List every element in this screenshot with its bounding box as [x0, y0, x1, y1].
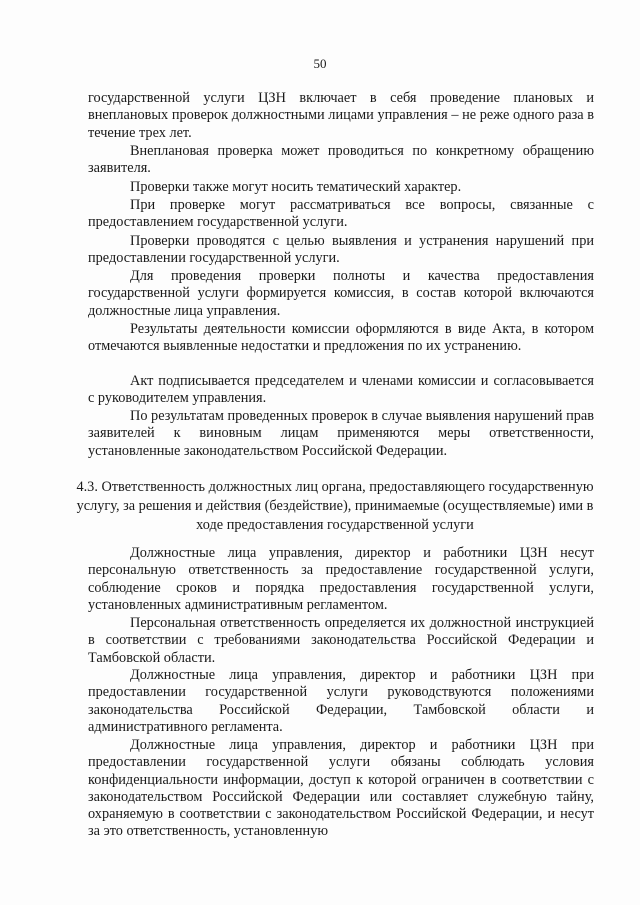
paragraph-commission-formation: Для проведения проверки полноты и качества предоставления государственной услуги формируется комиссия, в состав которой включаются должностные лица управления.: [88, 268, 594, 319]
paragraph-liability-measures: По результатам проведенных проверок в случае выявления нарушений прав заявителей к виновным лицам применяются меры ответственности, установленные законодательством Российской Федерации.: [88, 408, 594, 459]
paragraph-legislation-guidance: Должностные лица управления, директор и работники ЦЗН при предоставлении государственной услуги руководствуются положениями законодательства Российской Федерации, Тамбовской области и административного регламента.: [88, 667, 594, 735]
paragraph-inspections-scope: государственной услуги ЦЗН включает в себя проведение плановых и внеплановых проверок должностными лицами управления – не реже одного раза в течение трех лет.: [88, 90, 594, 141]
paragraph-confidentiality: Должностные лица управления, директор и работники ЦЗН при предоставлении государственной услуги обязаны соблюдать условия конфиденциальности информации, доступ к которой ограничен в соответствии с законодательством Российской Федерации или составляет служебную тайну, охраняемую в соответствии с законодательством Российской Федерации, и несут за это ответственность, установленную: [88, 737, 594, 840]
paragraph-unscheduled-inspection: Внеплановая проверка может проводиться по конкретному обращению заявителя.: [88, 143, 594, 177]
paragraph-job-instruction: Персональная ответственность определяется их должностной инструкцией в соответствии с требованиями законодательства Российской Федерации и Тамбовской области.: [88, 615, 594, 666]
paragraph-commission-act: Результаты деятельности комиссии оформляются в виде Акта, в котором отмечаются выявленные недостатки и предложения по их устранению.: [88, 321, 594, 355]
paragraph-thematic-inspection: Проверки также могут носить тематический характер.: [130, 179, 462, 195]
section-heading-4-3: 4.3. Ответственность должностных лиц органа, предоставляющего государственную услугу, за решения и действия (бездействие), принимаемые (осуществляемые) ими в ходе предоставления государственной услуги: [76, 479, 594, 533]
paragraph-inspection-purpose: Проверки проводятся с целью выявления и устранения нарушений при предоставлении государственной услуги.: [88, 233, 594, 267]
paragraph-personal-responsibility: Должностные лица управления, директор и работники ЦЗН несут персональную ответственность за предоставление государственной услуги, соблюдение сроков и порядка предоставления государственной услуги, установленных административным регламентом.: [88, 545, 594, 613]
paragraph-inspection-questions: При проверке могут рассматриваться все вопросы, связанные с предоставлением государственной услуги.: [88, 197, 594, 231]
paragraph-act-signing: Акт подписывается председателем и членами комиссии и согласовывается с руководителем управления.: [88, 373, 594, 407]
page-number: 50: [313, 56, 327, 71]
